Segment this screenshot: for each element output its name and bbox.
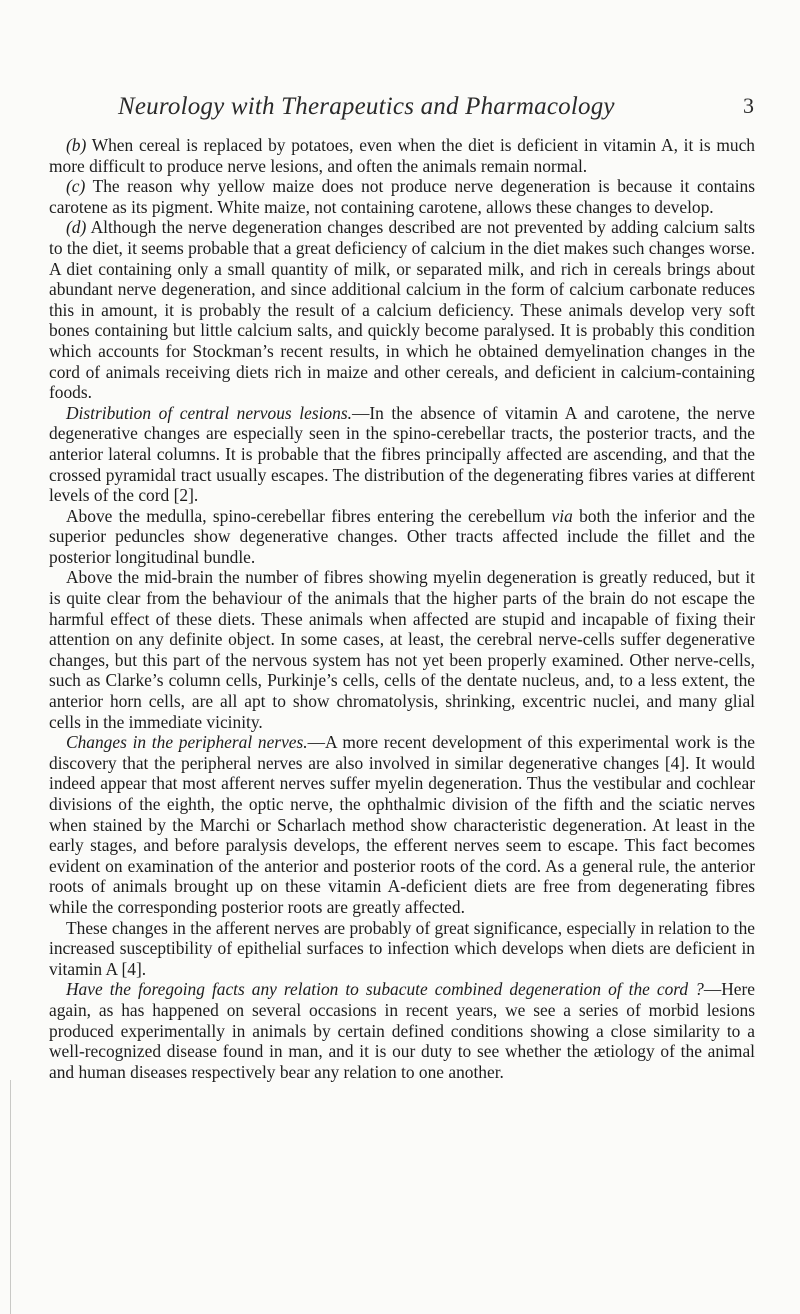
section-heading: Changes in the peripheral nerves.: [66, 732, 308, 753]
item-marker: (b): [66, 135, 87, 155]
item-marker: (d): [66, 217, 87, 238]
paragraph-distribution: [49, 403, 755, 506]
page-header: [118, 93, 754, 129]
paragraph-medulla: [49, 506, 755, 568]
paragraph-afferent: [49, 918, 755, 980]
paragraph-b: [49, 135, 755, 176]
paragraph-foregoing: [49, 979, 755, 1082]
paragraph-text: Above the mid-brain the number of fibres showing myelin degeneration is greatly reduced, but it is quite clear from the behaviour of the animals that the higher parts of the brain do not escape the harmful effect of these diets. These animals when affected are stupid and incapable of fixing their attention on any definite object. In some cases, at least, the cerebral nerve-cells suffer degenerative changes, but this part of the nervous system has not yet been properly examined. Other nerve-cells, such as Clarke’s column cells, Purkinje’s cells, cells of the dentate nucleus, and, to a less extent, the anterior horn cells, are all apt to show chromatolysis, shrinking, excentric nuclei, and many glial cells in the immediate vicinity.: [49, 567, 755, 732]
section-heading: Distribution of central nervous lesions.: [66, 402, 352, 423]
paragraph-peripheral: [49, 732, 755, 917]
paragraph-mid-brain: [49, 567, 755, 732]
paragraph-text: These changes in the afferent nerves are probably of great significance, especially in relation to the increased susceptibility of epithelial surfaces to infection which develops when diets are deficient in vitamin A [4].: [49, 917, 755, 979]
italic-term: via: [551, 505, 573, 526]
running-title: Neurology with Therapeutics and Pharmacology: [118, 93, 615, 120]
paragraph-text: —Here again, as has happened on several occasions in recent years, we see a series of morbid lesions produced experimentally in animals by certain defined conditions showing a close similarity to a well-recognized disease found in man, and it is our duty to see whether the ætiology of the animal and human diseases respectively bear any relation to one another.: [49, 979, 755, 1082]
paragraph-text: The reason why yellow maize does not produce nerve degeneration is because it contains carotene as its pigment. White maize, not containing carotene, allows these changes to develop.: [49, 176, 755, 217]
paragraph-d: [49, 217, 755, 402]
section-heading: Have the foregoing facts any relation to subacute combined degeneration of the cord ?: [66, 979, 704, 1000]
paragraph-text: Although the nerve degeneration changes described are not prevented by adding calcium salts to the diet, it seems probable that a great deficiency of calcium in the diet makes such changes worse. A diet containing only a small quantity of milk, or separated milk, and rich in cereals brings about abundant nerve degeneration, and since additional calcium in the form of calcium carbonate reduces this in amount, it is probably the result of a calcium deficiency. These animals develop very soft bones containing but little calcium salts, and quickly become paralysed. It is probably this condition which accounts for Stockman’s recent results, in which he obtained demyelination changes in the cord of animals receiving diets rich in maize and other cereals, and deficient in calcium-containing foods.: [49, 217, 756, 403]
paragraph-text: both the inferior and the superior peduncles show degenerative changes. Other tracts affected include the fillet and the posterior longitudinal bundle.: [49, 505, 755, 567]
page-number: 3: [743, 93, 754, 118]
paragraph-text: Above the medulla, spino-cerebellar fibres entering the cerebellum: [66, 505, 552, 526]
paragraph-text: —In the absence of vitamin A and carotene, the nerve degenerative changes are especially seen in the spino-cerebellar tracts, the posterior tracts, and the anterior lateral columns. It is probable that the fibres principally affected are ascending, and that the crossed pyramidal tract usually escapes. The distribution of the degenerating fibres varies at different levels of the cord [2].: [49, 402, 755, 506]
paragraph-text: When cereal is replaced by potatoes, even when the diet is deficient in vitamin A, it is much more difficult to produce nerve lesions, and often the animals remain normal.: [49, 135, 755, 176]
item-marker: (c): [66, 176, 86, 197]
scan-edge-line: [10, 1080, 11, 1314]
paragraph-text: —A more recent development of this experimental work is the discovery that the peripheral nerves are also involved in similar degenerative changes [4]. It would indeed appear that most afferent nerves suffer myelin degeneration. Thus the vestibular and cochlear divisions of the eighth, the optic nerve, the ophthalmic division of the fifth and the sciatic nerves when stained by the Marchi or Scharlach method show characteristic degeneration. At least in the early stages, and before paralysis develops, the efferent nerves seem to escape. This fact becomes evident on examination of the anterior and posterior roots of the cord. As a general rule, the anterior roots of animals brought up on these vitamin A-deficient diets are free from degenerating fibres while the corresponding posterior roots are greatly affected.: [49, 732, 756, 917]
body-text: [49, 135, 755, 1082]
paragraph-c: [49, 176, 755, 217]
